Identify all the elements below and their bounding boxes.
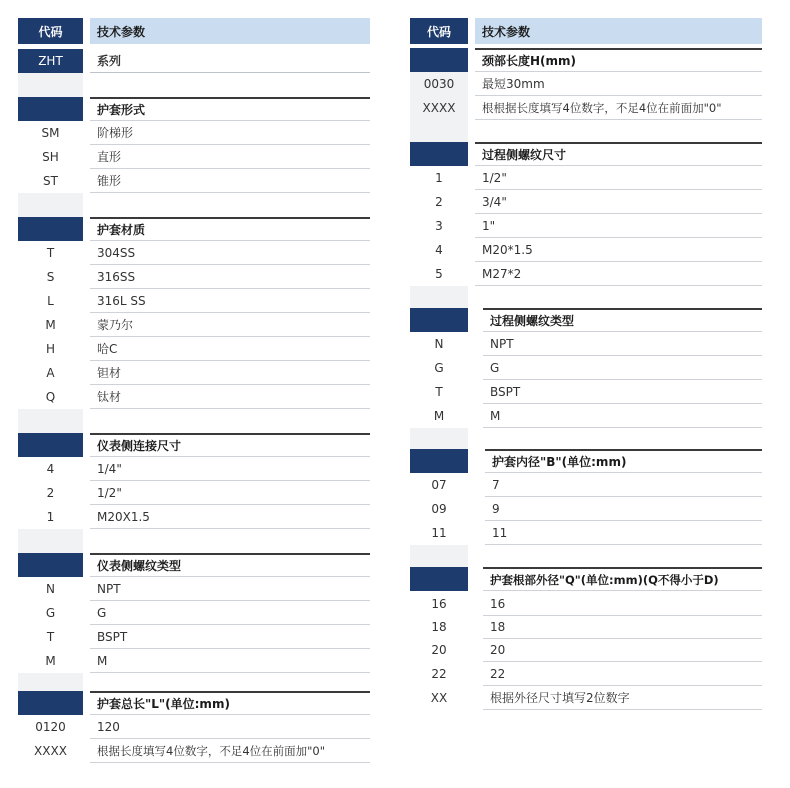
left-table-header <box>18 18 370 44</box>
table-row <box>410 521 762 545</box>
row-value: BSPT <box>483 380 762 404</box>
table-row <box>410 262 762 286</box>
table-row <box>18 121 370 145</box>
table-row <box>18 361 370 385</box>
row-value: 7 <box>485 473 762 497</box>
param-column-header: 技术参数 <box>90 18 370 44</box>
table-row <box>18 289 370 313</box>
row-value: NPT <box>90 577 370 601</box>
row-code: M <box>18 313 83 337</box>
series-label: 系列 <box>90 49 370 73</box>
section-title: 过程侧螺纹尺寸 <box>475 142 762 166</box>
row-value: 1" <box>475 214 762 238</box>
row-code: SM <box>18 121 83 145</box>
section-title: 仪表侧螺纹类型 <box>90 553 370 577</box>
row-code: ST <box>18 169 83 193</box>
table-row <box>410 72 762 96</box>
table-row <box>18 385 370 409</box>
row-value: 1/2" <box>475 166 762 190</box>
table-row <box>18 505 370 529</box>
row-code: T <box>18 625 83 649</box>
row-code: SH <box>18 145 83 169</box>
table-row <box>410 592 762 616</box>
row-value: 阶梯形 <box>90 121 370 145</box>
row-value: M <box>483 404 762 428</box>
row-value: 3/4" <box>475 190 762 214</box>
row-code: L <box>18 289 83 313</box>
section-title: 颈部长度H(mm) <box>475 48 762 72</box>
row-value: 316SS <box>90 265 370 289</box>
section-title: 护套内径"B"(单位:mm) <box>485 449 762 473</box>
row-code: 07 <box>410 473 468 497</box>
row-code: 3 <box>410 214 468 238</box>
spacer-row <box>18 193 370 217</box>
row-value: 120 <box>90 715 370 739</box>
section-header <box>410 308 762 332</box>
section-title: 护套形式 <box>90 97 370 121</box>
row-code: M <box>18 649 83 673</box>
row-value: M <box>90 649 370 673</box>
section-header <box>18 217 370 241</box>
table-row <box>18 739 370 763</box>
row-value: 钽材 <box>90 361 370 385</box>
row-value: 直形 <box>90 145 370 169</box>
row-code: T <box>410 380 468 404</box>
row-code: XX <box>410 686 468 710</box>
table-row <box>18 265 370 289</box>
section-title: 过程侧螺纹类型 <box>483 308 762 332</box>
row-code: 1 <box>18 505 83 529</box>
row-value: 9 <box>485 497 762 521</box>
spacer-row <box>18 73 370 97</box>
table-row <box>18 601 370 625</box>
row-code: 0120 <box>18 715 83 739</box>
section-title: 护套材质 <box>90 217 370 241</box>
table-row <box>18 337 370 361</box>
table-row <box>18 625 370 649</box>
table-row <box>18 313 370 337</box>
table-row <box>410 615 762 639</box>
right-table-header <box>410 18 762 44</box>
row-value: 最短30mm <box>475 72 762 96</box>
spacer-row <box>18 409 370 433</box>
row-code: A <box>18 361 83 385</box>
table-row <box>410 166 762 190</box>
row-code: 22 <box>410 662 468 686</box>
row-code: N <box>410 332 468 356</box>
row-code: 16 <box>410 592 468 616</box>
row-value: 304SS <box>90 241 370 265</box>
code-column-header: 代码 <box>410 18 468 44</box>
row-value: 1/2" <box>90 481 370 505</box>
table-row <box>410 332 762 356</box>
row-value: G <box>483 356 762 380</box>
row-value: 根据长度填写4位数字，不足4位在前面加"0" <box>90 739 370 763</box>
row-value: 根据外径尺寸填写2位数字 <box>483 686 762 710</box>
section-header <box>18 691 370 715</box>
row-value: 22 <box>483 662 762 686</box>
spacer-row <box>410 120 762 144</box>
section-header <box>18 553 370 577</box>
row-code: 20 <box>410 638 468 662</box>
row-value: 11 <box>485 521 762 545</box>
row-value: BSPT <box>90 625 370 649</box>
row-code: XXXX <box>18 739 83 763</box>
row-value: G <box>90 601 370 625</box>
row-value: 钛材 <box>90 385 370 409</box>
table-row <box>18 169 370 193</box>
section-header <box>18 97 370 121</box>
section-header <box>410 142 762 166</box>
table-row <box>410 404 762 428</box>
table-row <box>18 145 370 169</box>
row-code: N <box>18 577 83 601</box>
row-code: XXXX <box>410 96 468 120</box>
table-row <box>18 241 370 265</box>
row-code: H <box>18 337 83 361</box>
table-row <box>18 577 370 601</box>
row-code: 09 <box>410 497 468 521</box>
row-value: 根根据长度填写4位数字，不足4位在前面加"0" <box>475 96 762 120</box>
row-value: M27*2 <box>475 262 762 286</box>
table-row <box>18 649 370 673</box>
row-value: 锥形 <box>90 169 370 193</box>
table-row <box>410 473 762 497</box>
table-row <box>18 457 370 481</box>
spacer-row <box>18 529 370 553</box>
row-value: 1/4" <box>90 457 370 481</box>
spacer-row <box>410 286 762 310</box>
series-code: ZHT <box>18 49 83 73</box>
table-row <box>410 662 762 686</box>
param-column-header: 技术参数 <box>475 18 762 44</box>
row-code: 4 <box>410 238 468 262</box>
table-row <box>410 638 762 662</box>
table-row <box>410 190 762 214</box>
row-code: G <box>410 356 468 380</box>
row-code: 2 <box>18 481 83 505</box>
table-row <box>410 214 762 238</box>
row-code: 4 <box>18 457 83 481</box>
spacer-row <box>410 545 762 569</box>
row-value: 蒙乃尔 <box>90 313 370 337</box>
section-title: 护套总长"L"(单位:mm) <box>90 691 370 715</box>
row-code: Q <box>18 385 83 409</box>
row-value: NPT <box>483 332 762 356</box>
row-value: M20X1.5 <box>90 505 370 529</box>
table-row <box>410 238 762 262</box>
row-code: 1 <box>410 166 468 190</box>
row-code: G <box>18 601 83 625</box>
row-value: 哈C <box>90 337 370 361</box>
row-code: 11 <box>410 521 468 545</box>
row-code: 0030 <box>410 72 468 96</box>
row-code: 5 <box>410 262 468 286</box>
row-value: 16 <box>483 592 762 616</box>
row-code: 2 <box>410 190 468 214</box>
row-value: 20 <box>483 638 762 662</box>
section-title: 仪表侧连接尺寸 <box>90 433 370 457</box>
row-code: T <box>18 241 83 265</box>
row-code: 18 <box>410 615 468 639</box>
table-row <box>410 356 762 380</box>
table-row <box>18 715 370 739</box>
row-value: 316L SS <box>90 289 370 313</box>
row-value: M20*1.5 <box>475 238 762 262</box>
table-row <box>410 380 762 404</box>
row-code: S <box>18 265 83 289</box>
section-header <box>410 48 762 72</box>
section-header <box>410 449 762 473</box>
code-column-header: 代码 <box>18 18 83 44</box>
table-row <box>18 481 370 505</box>
row-code: M <box>410 404 468 428</box>
table-row <box>410 686 762 710</box>
table-row <box>410 497 762 521</box>
table-row <box>410 96 762 120</box>
section-header <box>410 567 762 591</box>
section-title: 护套根部外径"Q"(单位:mm)(Q不得小于D) <box>483 567 762 591</box>
row-value: 18 <box>483 615 762 639</box>
series-row <box>18 49 370 73</box>
section-header <box>18 433 370 457</box>
